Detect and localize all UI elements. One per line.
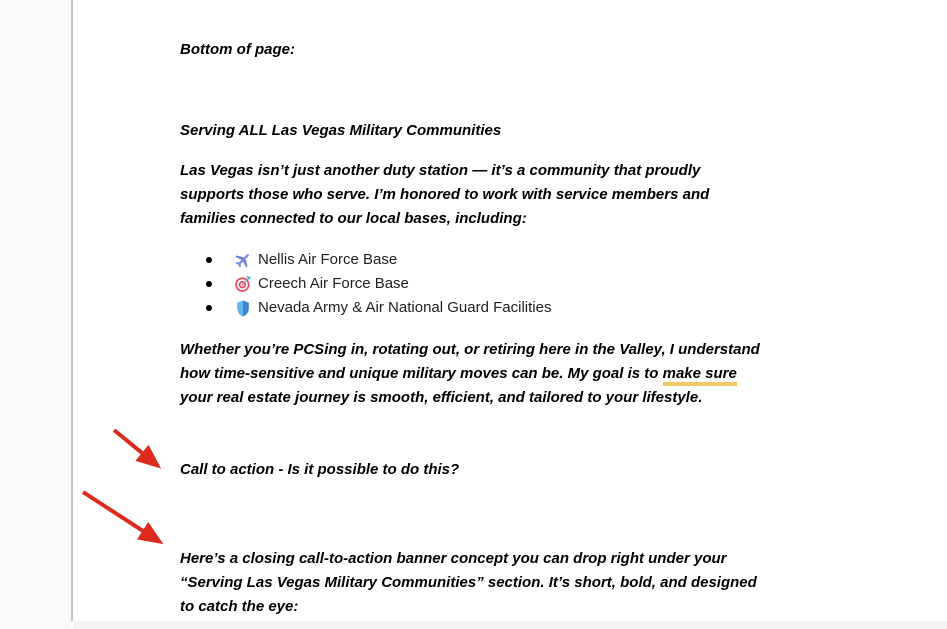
airplane-icon [234,251,252,269]
paragraph-bases-intro [180,159,709,231]
bullet-icon [206,257,212,263]
paragraph-line [180,362,760,386]
paragraph-line: Here’s a closing call-to-action banner concept you can drop right under your [180,550,727,567]
list-item [180,272,551,296]
section-heading: Serving ALL Las Vegas Military Communities [180,122,502,139]
paragraph-line: Whether you’re PCSing in, rotating out, or retiring here in the Valley, I understand [180,341,760,358]
target-icon [234,275,252,293]
left-gutter [0,0,71,629]
page-margin-divider [71,0,73,621]
list-item-label: Nellis Air Force Base [258,251,398,268]
intro-label: Bottom of page: [180,41,295,58]
paragraph-line: to catch the eye: [180,598,299,615]
bullet-icon [206,305,212,311]
paragraph-line: your real estate journey is smooth, efficient, and tailored to your lifestyle. [180,389,703,406]
list-item-label: Nevada Army & Air National Guard Facilities [258,299,552,316]
paragraph-line: families connected to our local bases, including: [180,210,527,227]
shield-icon [234,299,252,317]
cta-question: Call to action - Is it possible to do this? [180,461,460,478]
list-item [180,248,551,272]
paragraph-line-text: how time-sensitive and unique military moves can be. My goal is to [180,365,663,382]
paragraph-pcs [180,338,760,410]
military-bases-list [180,248,551,320]
bullet-icon [206,281,212,287]
paragraph-line: “Serving Las Vegas Military Communities” section. It’s short, bold, and designed [180,574,757,591]
list-item [180,296,551,320]
list-item-label: Creech Air Force Base [258,275,409,292]
bottom-strip [73,621,947,629]
suggested-text: make sure [663,365,737,386]
paragraph-cta-banner [180,547,757,619]
paragraph-line: supports those who serve. I’m honored to work with service members and [180,186,710,203]
paragraph-line: Las Vegas isn’t just another duty station — it’s a community that proudly [180,162,701,179]
